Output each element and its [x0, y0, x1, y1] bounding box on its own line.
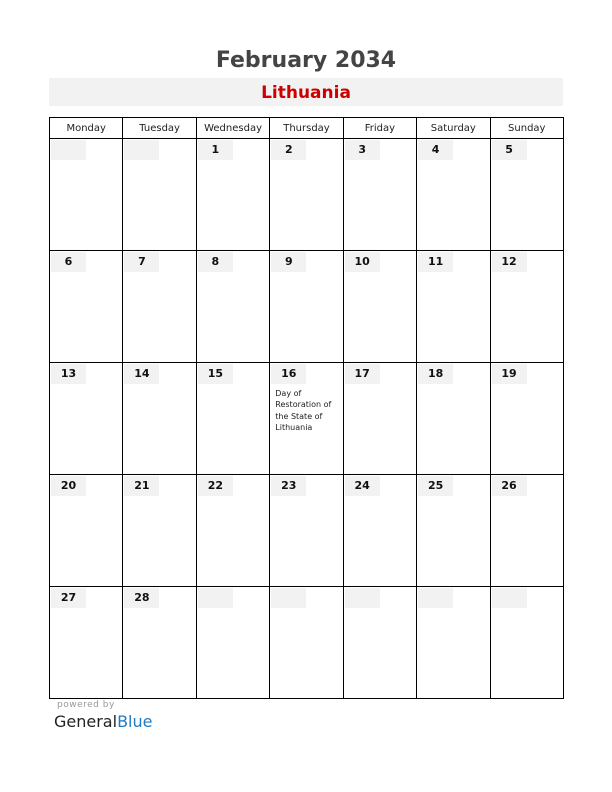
- day-cell: [123, 139, 196, 251]
- week-row: [50, 251, 564, 363]
- day-number: 16: [271, 364, 306, 384]
- week-row: [50, 363, 564, 475]
- day-number: 2: [271, 140, 306, 160]
- weekday-tuesday: Tuesday: [123, 118, 196, 139]
- day-number: 21: [124, 476, 159, 496]
- day-number: [51, 140, 86, 160]
- day-cell: [417, 139, 490, 251]
- day-cell: [270, 139, 343, 251]
- day-cell: [123, 475, 196, 587]
- day-number: 19: [492, 364, 527, 384]
- day-cell: [196, 363, 269, 475]
- day-number: 23: [271, 476, 306, 496]
- day-number: 22: [198, 476, 233, 496]
- day-cell: [196, 475, 269, 587]
- day-number: 3: [345, 140, 380, 160]
- day-cell: [343, 587, 416, 699]
- page-title: February 2034: [215, 48, 397, 73]
- day-number: 25: [418, 476, 453, 496]
- day-cell: [50, 475, 123, 587]
- calendar-body: [50, 139, 564, 699]
- country-name: Lithuania: [261, 83, 351, 103]
- day-cell: [270, 251, 343, 363]
- weekday-wednesday: Wednesday: [196, 118, 269, 139]
- powered-by-text: powered by: [57, 700, 115, 710]
- day-cell: [417, 363, 490, 475]
- day-cell: [417, 475, 490, 587]
- day-number: 11: [418, 252, 453, 272]
- day-cell: [196, 587, 269, 699]
- day-cell: [123, 251, 196, 363]
- day-number: 5: [492, 140, 527, 160]
- day-number: 14: [124, 364, 159, 384]
- weekday-thursday: Thursday: [270, 118, 343, 139]
- day-cell: [50, 139, 123, 251]
- holiday-label: Day of Restoration of the State of Lithuania: [275, 389, 332, 432]
- weekday-sunday: Sunday: [490, 118, 563, 139]
- day-number: 17: [345, 364, 380, 384]
- day-number: 26: [492, 476, 527, 496]
- day-cell: [343, 475, 416, 587]
- day-cell: [343, 139, 416, 251]
- day-number: 18: [418, 364, 453, 384]
- day-cell: [50, 363, 123, 475]
- day-cell: [417, 251, 490, 363]
- brand-general: General: [54, 712, 118, 731]
- day-number: [124, 140, 159, 160]
- day-number: [492, 588, 527, 608]
- brand-logo[interactable]: [54, 712, 152, 732]
- day-number: [418, 588, 453, 608]
- day-number: [345, 588, 380, 608]
- day-cell: [490, 475, 563, 587]
- day-number: 10: [345, 252, 380, 272]
- day-cell: [123, 363, 196, 475]
- day-cell: [270, 587, 343, 699]
- day-cell: [417, 587, 490, 699]
- day-number: 27: [51, 588, 86, 608]
- day-number: 13: [51, 364, 86, 384]
- country-banner: [49, 78, 563, 106]
- day-number: 7: [124, 252, 159, 272]
- day-cell: [343, 363, 416, 475]
- week-row: [50, 475, 564, 587]
- day-number: [271, 588, 306, 608]
- weekday-monday: Monday: [50, 118, 123, 139]
- day-number: [198, 588, 233, 608]
- day-cell: [270, 475, 343, 587]
- weekday-header-row: [50, 118, 564, 139]
- week-row: [50, 139, 564, 251]
- day-cell: [490, 251, 563, 363]
- day-number: 6: [51, 252, 86, 272]
- weekday-friday: Friday: [343, 118, 416, 139]
- weekday-saturday: Saturday: [417, 118, 490, 139]
- day-number: 1: [198, 140, 233, 160]
- day-number: 4: [418, 140, 453, 160]
- day-cell: [343, 251, 416, 363]
- day-number: 15: [198, 364, 233, 384]
- day-number: 28: [124, 588, 159, 608]
- day-number: 20: [51, 476, 86, 496]
- day-cell: [490, 363, 563, 475]
- day-cell: [490, 139, 563, 251]
- day-cell: [50, 251, 123, 363]
- day-cell: [196, 251, 269, 363]
- day-number: 12: [492, 252, 527, 272]
- week-row: [50, 587, 564, 699]
- calendar-grid: [49, 117, 564, 699]
- day-cell: [490, 587, 563, 699]
- day-cell: [123, 587, 196, 699]
- day-cell: [50, 587, 123, 699]
- brand-blue: Blue: [117, 712, 153, 731]
- day-cell: [196, 139, 269, 251]
- day-number: 9: [271, 252, 306, 272]
- day-number: 24: [345, 476, 380, 496]
- day-cell: [270, 363, 343, 475]
- day-number: 8: [198, 252, 233, 272]
